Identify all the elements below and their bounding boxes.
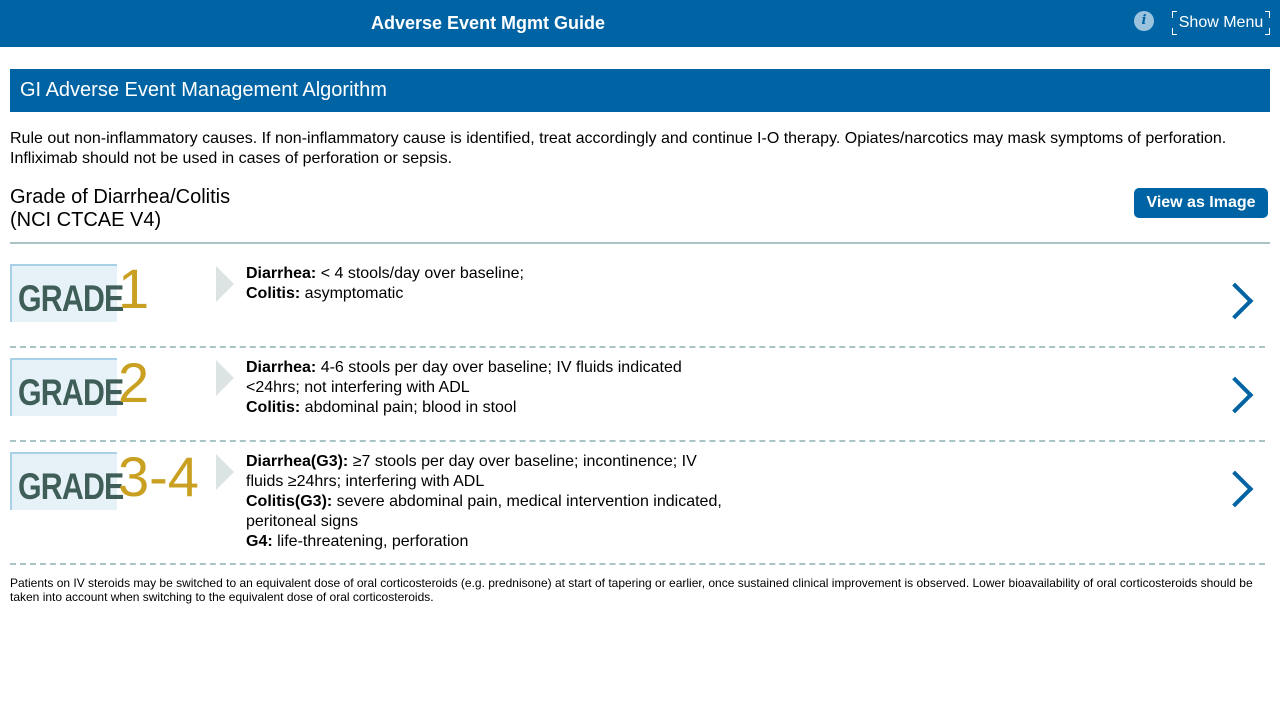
description-line xyxy=(246,358,736,398)
description-line xyxy=(246,532,736,552)
term: Colitis: xyxy=(246,285,301,302)
description-line xyxy=(246,264,736,284)
grade-word: GRADE xyxy=(18,466,124,507)
term-detail: ≥7 stools per day over baseline; incontinence; IV fluids ≥24hrs; interfering with ADL xyxy=(246,453,697,490)
footnote: Patients on IV steroids may be switched to an equivalent dose of oral corticosteroids (e.g. prednisone) at start of tapering or earlier, once sustained clinical improvement is observed. Lower bioavailability of oral corticosteroids should be taken into account when switching to the equivalent dose of oral corticosteroids. xyxy=(10,576,1253,604)
term: Diarrhea: xyxy=(246,265,317,282)
description-line xyxy=(246,492,736,532)
dashed-divider xyxy=(10,440,1265,442)
term: Colitis(G3): xyxy=(246,493,333,510)
grade-word: GRADE xyxy=(18,278,124,319)
grade-row-1[interactable] xyxy=(10,257,1265,348)
term-detail: abdominal pain; blood in stool xyxy=(300,399,517,416)
grade-number: 3-4 xyxy=(118,445,199,508)
grade-badge xyxy=(10,452,124,510)
divider xyxy=(10,242,1270,244)
section-title: GI Adverse Event Management Algorithm xyxy=(10,69,1270,112)
term: Colitis: xyxy=(246,399,301,416)
grade-number: 1 xyxy=(118,257,150,320)
term-detail: severe abdominal pain, medical intervention indicated, peritoneal signs xyxy=(246,493,722,530)
description-line xyxy=(246,284,736,304)
term-detail: 4-6 stools per day over baseline; IV fluids indicated <24hrs; not interfering with ADL xyxy=(246,359,682,396)
triangle-icon xyxy=(216,360,234,396)
grade-heading-line1: Grade of Diarrhea/Colitis xyxy=(10,186,231,208)
top-bar xyxy=(0,0,1280,47)
triangle-icon xyxy=(216,454,234,490)
intro-text: Rule out non-inflammatory causes. If non-inflammatory cause is identified, treat accordingly and continue I-O therapy. Opiates/narcotics may mask symptoms of perforation. Infliximab should not be used in cases of perforation or sepsis. xyxy=(10,130,1227,167)
term: Diarrhea: xyxy=(246,359,317,376)
info-icon[interactable]: i xyxy=(1134,11,1154,31)
grade-badge xyxy=(10,358,124,416)
description-line xyxy=(246,398,736,418)
grade-row-2[interactable] xyxy=(10,351,1265,442)
view-as-image-button[interactable]: View as Image xyxy=(1134,188,1268,218)
term: Diarrhea(G3): xyxy=(246,453,349,470)
term-detail: asymptomatic xyxy=(300,285,404,302)
grade-badge xyxy=(10,264,124,322)
dashed-divider xyxy=(10,346,1265,348)
grade-description xyxy=(246,264,736,304)
dashed-divider xyxy=(10,563,1265,565)
grade-description xyxy=(246,358,736,418)
grade-heading-line2: (NCI CTCAE V4) xyxy=(10,209,162,231)
triangle-icon xyxy=(216,266,234,302)
term-detail: life-threatening, perforation xyxy=(272,533,469,550)
grade-word: GRADE xyxy=(18,372,124,413)
term: G4: xyxy=(246,533,273,550)
term-detail: < 4 stools/day over baseline; xyxy=(316,265,524,282)
grade-description xyxy=(246,452,736,552)
show-menu-button[interactable]: Show Menu xyxy=(1172,11,1270,35)
grade-heading xyxy=(10,186,230,232)
description-line xyxy=(246,452,736,492)
grade-number: 2 xyxy=(118,351,150,414)
app-title: Adverse Event Mgmt Guide xyxy=(371,13,606,33)
grade-row-3[interactable] xyxy=(10,445,1265,565)
